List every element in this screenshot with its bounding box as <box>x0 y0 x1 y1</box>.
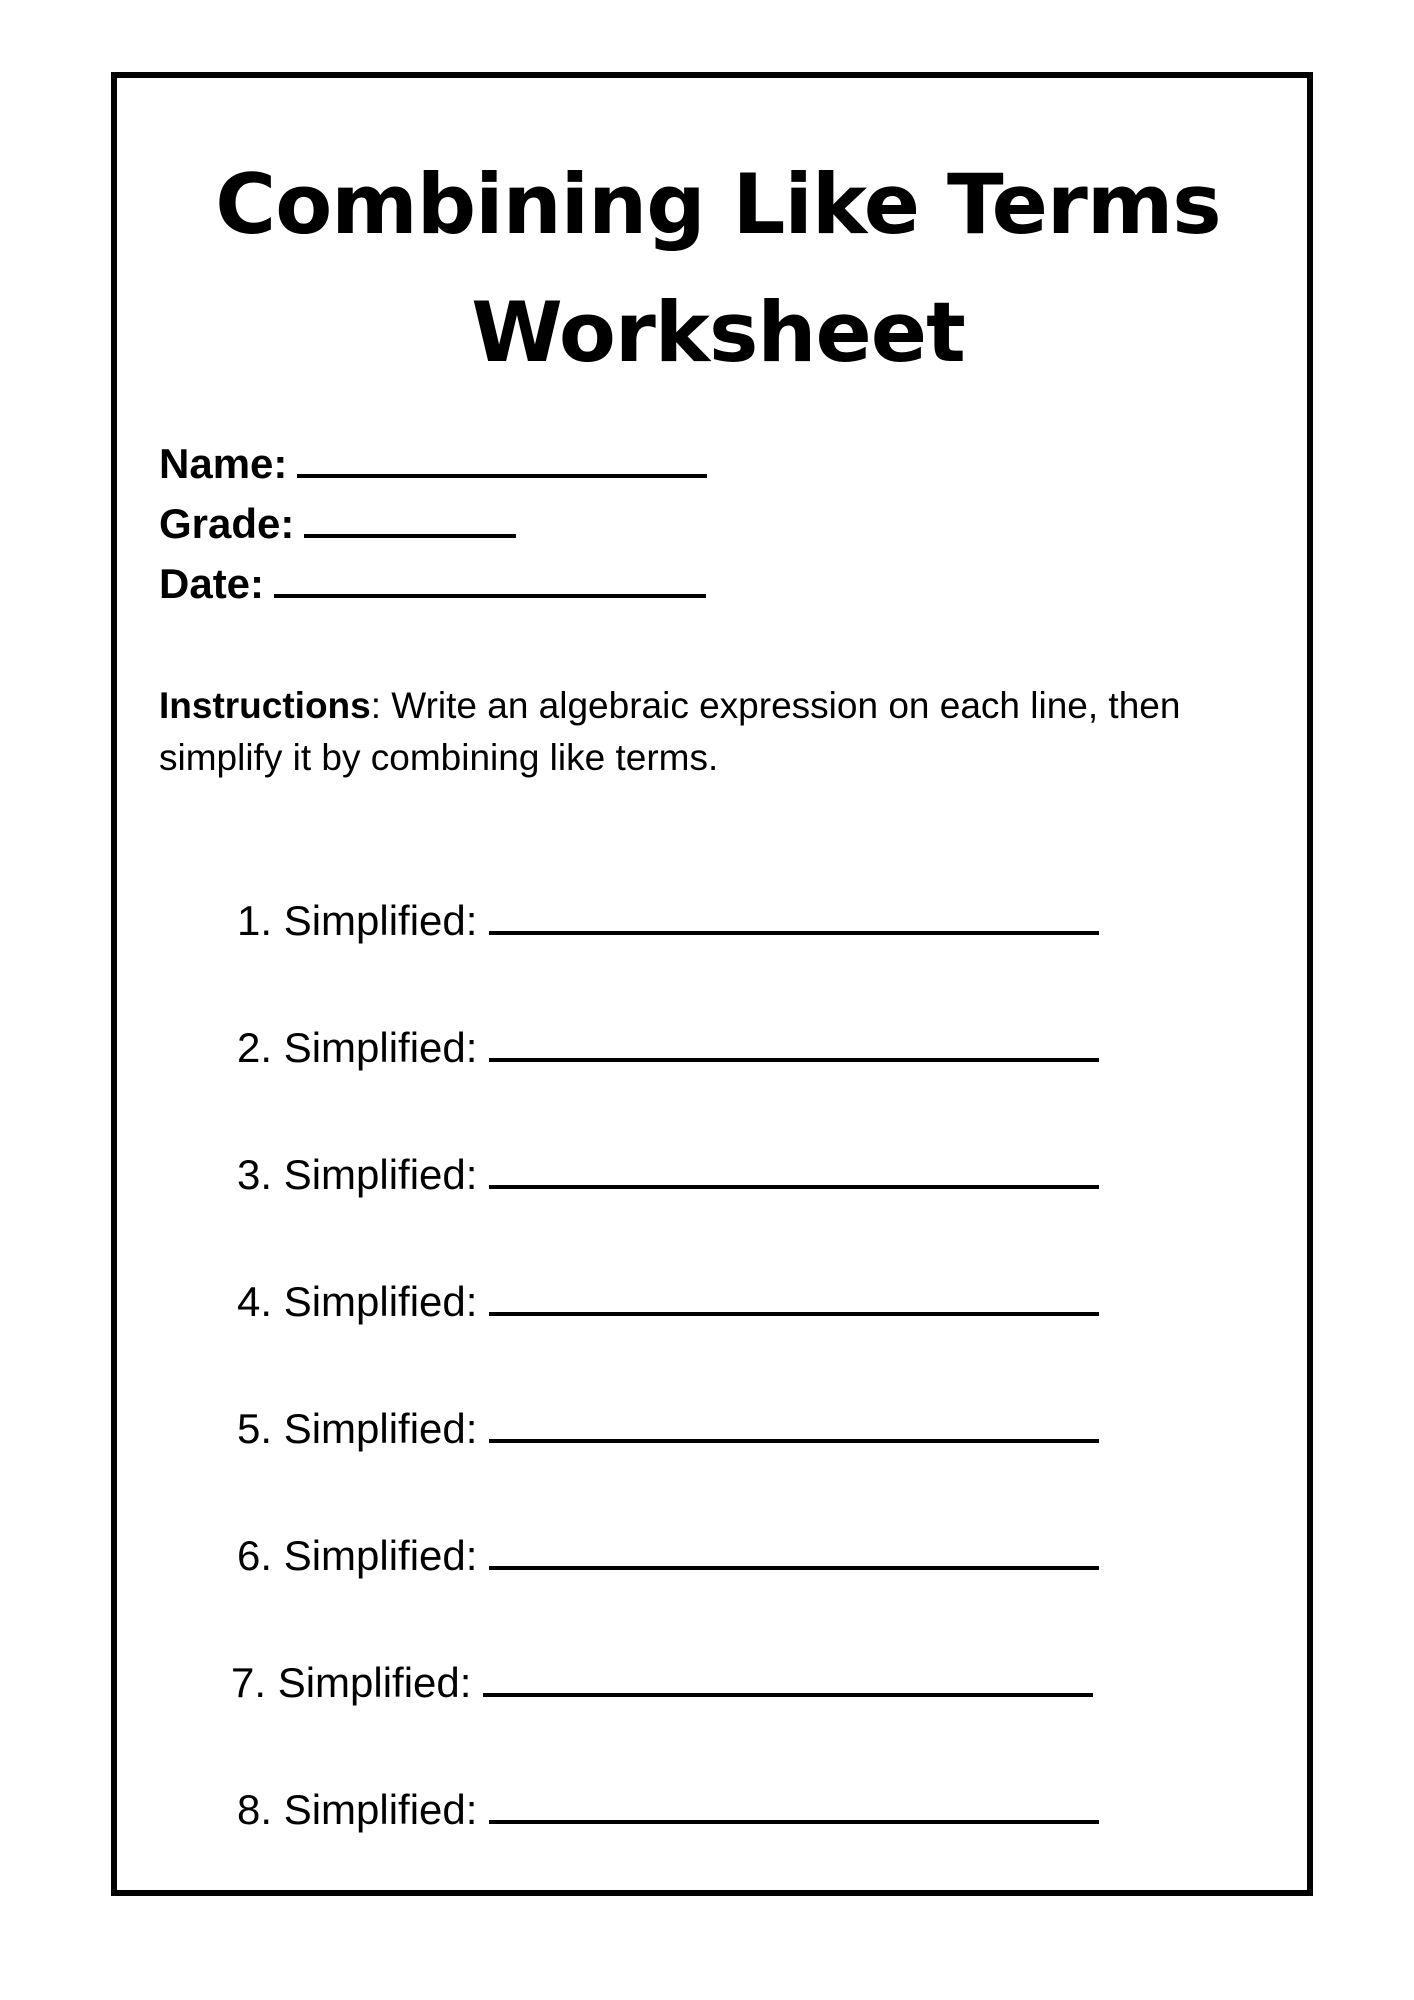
problem-item <box>237 1532 1099 1579</box>
problem-item <box>231 1659 1093 1706</box>
problem-item <box>237 1024 1099 1071</box>
page-title-line-2: Worksheet <box>471 284 965 381</box>
problem-label: 6. Simplified: <box>237 1532 478 1579</box>
answer-blank-line[interactable] <box>489 1282 1099 1316</box>
instructions-text: : Write an algebraic expression on each line, then simplify it by combining like terms. <box>159 685 1181 778</box>
problem-label: 1. Simplified: <box>237 897 478 944</box>
name-blank-line[interactable] <box>297 442 707 478</box>
instructions-label: Instructions <box>159 685 371 726</box>
problem-label: 4. Simplified: <box>237 1278 478 1325</box>
date-field <box>159 562 706 605</box>
name-field <box>159 442 707 485</box>
worksheet-border <box>111 72 1313 1896</box>
problem-item <box>237 1405 1099 1452</box>
grade-blank-line[interactable] <box>304 502 516 538</box>
page-title-line-1: Combining Like Terms <box>215 156 1221 253</box>
name-label: Name: <box>159 440 288 487</box>
problem-label: 3. Simplified: <box>237 1151 478 1198</box>
problem-label: 5. Simplified: <box>237 1405 478 1452</box>
problem-label: 8. Simplified: <box>237 1786 478 1833</box>
answer-blank-line[interactable] <box>489 901 1099 935</box>
answer-blank-line[interactable] <box>489 1409 1099 1443</box>
instructions <box>159 680 1299 784</box>
problem-item <box>237 1278 1099 1325</box>
problem-item <box>237 1786 1099 1833</box>
answer-blank-line[interactable] <box>489 1536 1099 1570</box>
answer-blank-line[interactable] <box>489 1155 1099 1189</box>
answer-blank-line[interactable] <box>489 1790 1099 1824</box>
date-label: Date: <box>159 560 265 607</box>
problem-item <box>237 897 1099 944</box>
answer-blank-line[interactable] <box>489 1028 1099 1062</box>
problem-label: 7. Simplified: <box>231 1659 472 1706</box>
date-blank-line[interactable] <box>274 562 706 598</box>
grade-field <box>159 502 516 545</box>
problem-label: 2. Simplified: <box>237 1024 478 1071</box>
problem-item <box>237 1151 1099 1198</box>
grade-label: Grade: <box>159 500 295 547</box>
answer-blank-line[interactable] <box>483 1663 1093 1697</box>
